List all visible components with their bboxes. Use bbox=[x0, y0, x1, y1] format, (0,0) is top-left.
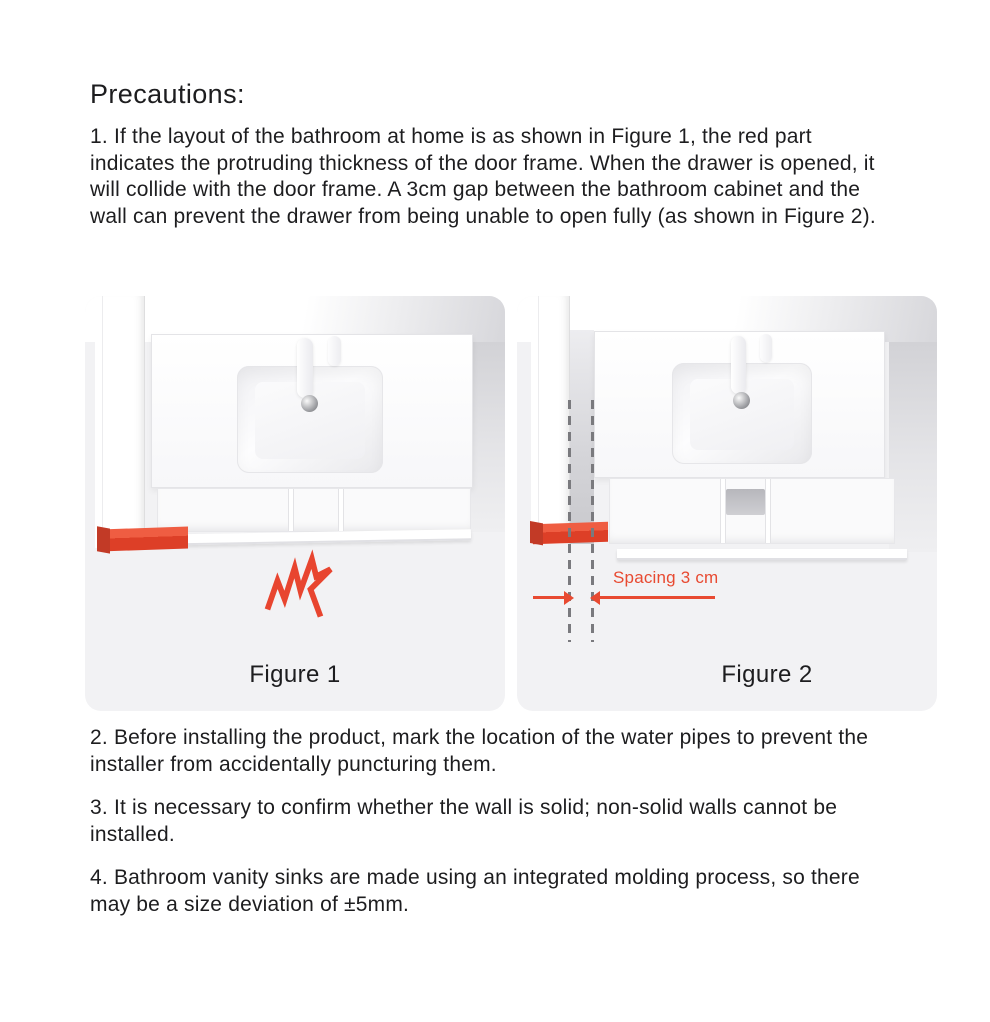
figure-1-caption: Figure 1 bbox=[249, 661, 341, 688]
figure-1-panel bbox=[85, 296, 505, 711]
instruction-paragraph-3: 3. It is necessary to confirm whether the wall is solid; non-solid walls cannot be installed. bbox=[90, 796, 838, 846]
instruction-paragraph-1: 1. If the layout of the bathroom at home is as shown in Figure 1, the red part indicates the protruding thickness of the door frame. When the drawer is opened, it will collide with the door frame. A 3cm gap between the bathroom cabinet and the wall can prevent the drawer from being unable to open fully (as shown in Figure 2). bbox=[90, 125, 876, 228]
collision-starburst-icon bbox=[263, 552, 335, 618]
faucet bbox=[731, 336, 746, 394]
door-frame-wall bbox=[531, 296, 570, 544]
gap-dashed-line-right bbox=[591, 400, 594, 642]
drawer-divider bbox=[338, 489, 344, 531]
drawer-divider bbox=[765, 479, 771, 543]
figure-2-panel bbox=[517, 296, 937, 711]
spacing-label: Spacing 3 cm bbox=[613, 568, 719, 587]
drain bbox=[733, 392, 750, 409]
faucet bbox=[297, 338, 313, 398]
faucet-handle bbox=[760, 334, 772, 362]
figures-row bbox=[85, 296, 930, 711]
faucet-handle bbox=[328, 336, 341, 366]
open-drawer bbox=[609, 478, 895, 544]
door-frame-red-block bbox=[100, 526, 188, 551]
drawer-divider bbox=[288, 489, 294, 531]
figure-2-caption: Figure 2 bbox=[721, 661, 813, 688]
door-frame-wall bbox=[95, 296, 145, 548]
instruction-paragraph-2: 2. Before installing the product, mark the location of the water pipes to prevent the installer from accidentally puncturing them. bbox=[90, 726, 869, 776]
drain bbox=[301, 395, 318, 412]
room-shadow bbox=[889, 342, 937, 552]
instruction-paragraph-4: 4. Bathroom vanity sinks are made using an integrated molding process, so there may be a size deviation of ±5mm. bbox=[90, 866, 860, 916]
open-drawer bbox=[157, 488, 471, 532]
arrow-right-icon bbox=[533, 596, 565, 599]
drawer-opening bbox=[726, 489, 765, 515]
arrow-left-icon bbox=[599, 596, 715, 599]
page-title: Precautions: bbox=[90, 79, 245, 109]
drawer-front bbox=[617, 549, 907, 560]
gap-dashed-line-left bbox=[568, 400, 571, 642]
